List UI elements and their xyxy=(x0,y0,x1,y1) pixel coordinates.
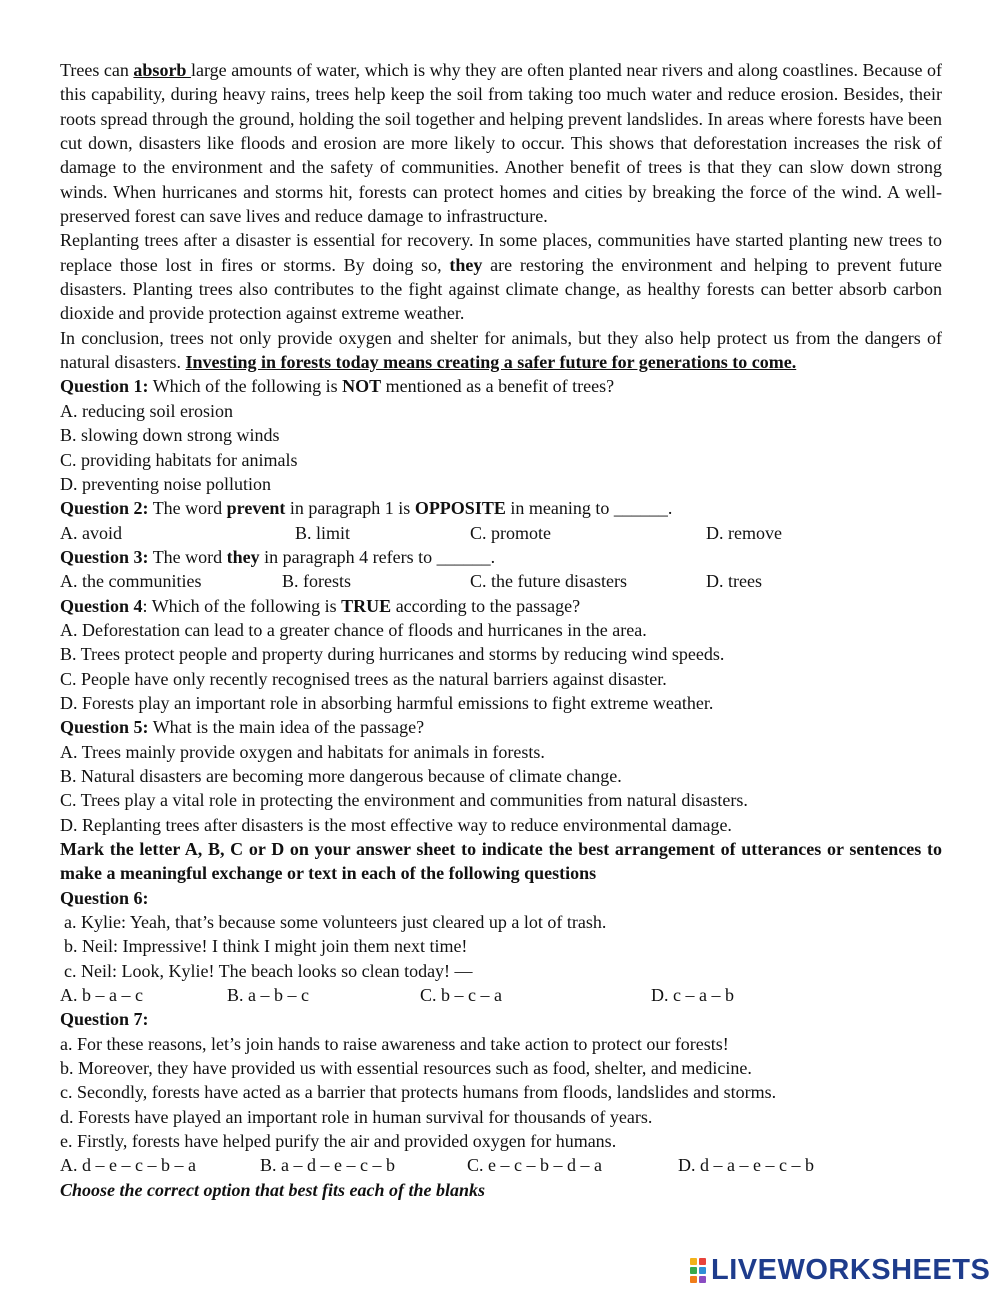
question-6-option-c[interactable]: C. b – c – a xyxy=(420,985,502,1006)
question-2-option-c[interactable]: C. promote xyxy=(470,522,551,543)
question-4-stem xyxy=(60,594,942,618)
question-label: Question 1: xyxy=(60,376,149,397)
question-5-option-c[interactable]: C. Trees play a vital role in protecting the environment and communities from natural disasters. xyxy=(60,790,748,811)
text-span: : Which of the following is xyxy=(142,595,342,616)
question-2-option-b[interactable]: B. limit xyxy=(295,522,351,543)
text-span: In conclusion, trees not only provide oxygen and shelter for animals, but they also help protect us from the dangers of natural disasters. xyxy=(60,327,942,373)
logo-text: LIVEWORKSHEETS xyxy=(711,1253,991,1286)
question-6-option-d[interactable]: D. c – a – b xyxy=(651,985,734,1006)
text-span: Replanting trees after a disaster is essential for recovery. In some places, communities have started planting new trees to replace those lost in fires or storms. By doing so, xyxy=(60,230,942,275)
text-span: in paragraph 4 refers to ______. xyxy=(259,546,496,567)
question-2-stem xyxy=(60,496,942,520)
instruction-text: Mark the letter A, B, C or D on your answer sheet to indicate the best arrangement of utterances or sentences to make a meaningful exchange or text in each of the following questions xyxy=(60,839,942,884)
keyword: TRUE xyxy=(341,595,392,616)
question-7-item-b: b. Moreover, they have provided us with essential resources such as food, shelter, and medicine. xyxy=(60,1058,752,1079)
question-7-item-e: e. Firstly, forests have helped purify the air and provided oxygen for humans. xyxy=(60,1131,617,1152)
highlighted-sentence: Investing in forests today means creating a safer future for generations to come. xyxy=(185,352,797,373)
worksheet-page xyxy=(60,58,942,1202)
question-6-stem xyxy=(60,886,942,910)
logo-block xyxy=(699,1267,706,1274)
question-1-option-c[interactable]: C. providing habitats for animals xyxy=(60,449,298,470)
question-label: Question 4 xyxy=(60,595,143,616)
question-6-options xyxy=(60,983,942,1007)
text-span: in meaning to ______. xyxy=(505,498,673,519)
question-1-option-b[interactable]: B. slowing down strong winds xyxy=(60,425,280,446)
question-2-option-a[interactable]: A. avoid xyxy=(60,522,122,543)
question-2-option-d[interactable]: D. remove xyxy=(706,522,782,543)
question-7-option-a[interactable]: A. d – e – c – b – a xyxy=(60,1155,196,1176)
question-3-option-c[interactable]: C. the future disasters xyxy=(470,571,627,592)
question-4-option-c[interactable]: C. People have only recently recognised trees as the natural barriers against disaster. xyxy=(60,668,667,689)
question-3-option-b[interactable]: B. forests xyxy=(282,571,351,592)
question-label: Question 2: xyxy=(60,498,149,519)
text-span: mentioned as a benefit of trees? xyxy=(381,376,615,397)
question-3-options xyxy=(60,569,942,593)
instruction-text: Choose the correct option that best fits each of the blanks xyxy=(60,1179,486,1200)
question-6-item-a: a. Kylie: Yeah, that’s because some volunteers just cleared up a lot of trash. xyxy=(64,912,607,933)
question-5-option-b[interactable]: B. Natural disasters are becoming more dangerous because of climate change. xyxy=(60,765,622,786)
question-6-option-b[interactable]: B. a – b – c xyxy=(227,985,309,1006)
text-span: The word xyxy=(148,498,227,519)
question-7-item-c: c. Secondly, forests have acted as a barrier that protects humans from floods, landslides and storms. xyxy=(60,1082,777,1103)
keyword: OPPOSITE xyxy=(414,498,506,519)
question-3-option-d[interactable]: D. trees xyxy=(706,571,762,592)
keyword: they xyxy=(226,546,260,567)
liveworksheets-logo xyxy=(690,1253,991,1286)
blanks-instruction xyxy=(60,1178,942,1202)
passage-paragraph-1 xyxy=(60,58,942,228)
passage-paragraph-3 xyxy=(60,326,942,375)
question-4-option-a[interactable]: A. Deforestation can lead to a greater chance of floods and hurricanes in the area. xyxy=(60,619,647,640)
question-label: Question 7: xyxy=(60,1009,149,1030)
text-span: according to the passage? xyxy=(391,595,581,616)
question-5-stem xyxy=(60,715,942,739)
question-1-option-d[interactable]: D. preventing noise pollution xyxy=(60,473,271,494)
passage-paragraph-2 xyxy=(60,228,942,325)
keyword: prevent xyxy=(226,498,286,519)
question-7-item-d: d. Forests have played an important role in human survival for thousands of years. xyxy=(60,1106,653,1127)
keyword: NOT xyxy=(342,376,382,397)
arrangement-instruction xyxy=(60,837,942,886)
question-4-option-d[interactable]: D. Forests play an important role in absorbing harmful emissions to fight extreme weather. xyxy=(60,692,714,713)
question-label: Question 3: xyxy=(60,546,149,567)
question-1-stem xyxy=(60,374,942,398)
logo-block xyxy=(699,1276,706,1283)
question-7-option-d[interactable]: D. d – a – e – c – b xyxy=(678,1155,814,1176)
logo-block xyxy=(690,1267,697,1274)
question-1-option-a[interactable]: A. reducing soil erosion xyxy=(60,400,233,421)
question-6-item-b: b. Neil: Impressive! I think I might join them next time! xyxy=(64,936,468,957)
question-label: Question 6: xyxy=(60,887,149,908)
text-span: Trees can xyxy=(60,60,134,80)
question-6-item-c: c. Neil: Look, Kylie! The beach looks so clean today! — xyxy=(64,960,473,981)
text-span: large amounts of water, which is why they are often planted near rivers and along coastlines. Because of this capability, during heavy rains, trees help keep the soil from taking too much water and reduce erosion. Besides, their roots spread through the ground, holding the soil together and helping prevent landslides. In areas where forests have been cut down, disasters like floods and erosion are more likely to occur. This shows that deforestation increases the risk of damage to the environment and the safety of communities. Another benefit of trees is that they can slow down strong winds. When hurricanes and storms hit, forests can protect homes and cities by breaking the force of the wind. A well-preserved forest can save lives and reduce damage to infrastructure. xyxy=(60,60,943,227)
logo-block xyxy=(699,1258,706,1265)
question-7-option-c[interactable]: C. e – c – b – d – a xyxy=(467,1155,602,1176)
text-span: The word xyxy=(148,546,227,567)
highlighted-word-absorb: absorb xyxy=(133,60,191,80)
question-4-option-b[interactable]: B. Trees protect people and property during hurricanes and storms by reducing wind speeds. xyxy=(60,644,725,665)
text-span: in paragraph 1 is xyxy=(285,498,415,519)
logo-block xyxy=(690,1276,697,1283)
question-7-item-a: a. For these reasons, let’s join hands to raise awareness and take action to protect our forests! xyxy=(60,1033,729,1054)
question-3-option-a[interactable]: A. the communities xyxy=(60,571,202,592)
question-6-option-a[interactable]: A. b – a – c xyxy=(60,985,143,1006)
question-2-options xyxy=(60,521,942,545)
question-7-options xyxy=(60,1153,942,1177)
question-3-stem xyxy=(60,545,942,569)
question-7-option-b[interactable]: B. a – d – e – c – b xyxy=(260,1155,395,1176)
highlighted-word-they: they xyxy=(449,254,483,275)
text-span: are restoring the environment and helping to prevent future disasters. Planting trees also contributes to the fight against climate change, as healthy forests can better absorb carbon dioxide and provide protection against extreme weather. xyxy=(60,254,942,324)
text-span: What is the main idea of the passage? xyxy=(148,717,425,738)
text-span: Which of the following is xyxy=(148,376,343,397)
question-5-option-a[interactable]: A. Trees mainly provide oxygen and habitats for animals in forests. xyxy=(60,741,545,762)
question-5-option-d[interactable]: D. Replanting trees after disasters is the most effective way to reduce environmental damage. xyxy=(60,814,732,835)
question-label: Question 5: xyxy=(60,717,149,738)
logo-blocks-icon xyxy=(690,1258,706,1283)
logo-block xyxy=(690,1258,697,1265)
question-7-stem xyxy=(60,1007,942,1031)
